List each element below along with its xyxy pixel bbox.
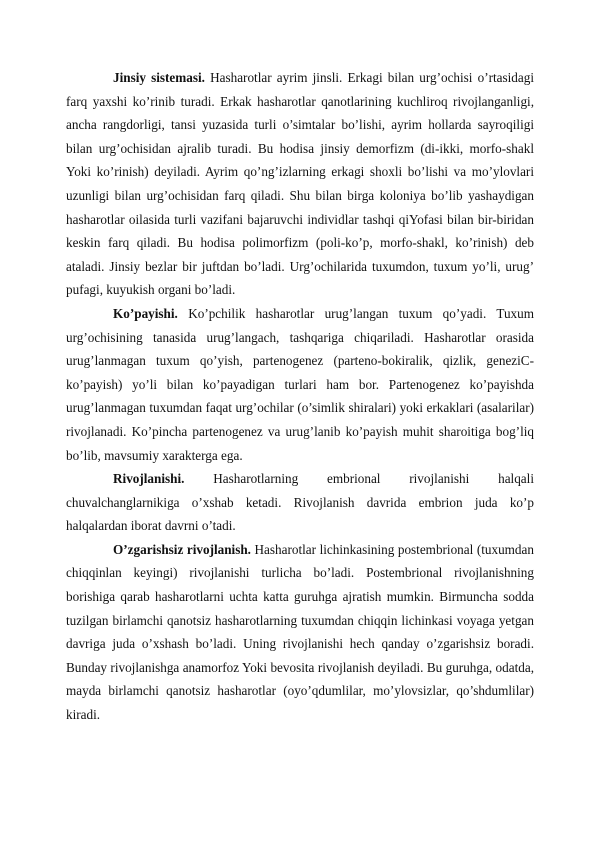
paragraph-text: Hasharotlarning embrional rivojlanishi halqali chuvalchanglarnikiga o’xshab ketadi. Rivojlanish davrida embrion juda ko’p halqalardan iborat davrni o’tadi. — [66, 471, 534, 534]
paragraph-text: Hasharotlar ayrim jinsli. Erkagi bilan urg’ochisi o’rtasidagi farq yaxshi ko’rinib turadi. Erkak hasharotlar qanotlarining kuchliroq rivojlanganligi, ancha rangdorligi, tansi yuzasida turli o’simtalar bo’lishi, ayrim hollarda sayroqiligi bilan urg’ochisidan ajralib turadi. Bu hodisa jinsiy demorfizm (di-ikki, morfo-shakl Yoki ko’rinish) deyiladi. Ayrim qo’ng’izlarning erkagi shoxli bo’lishi va mo’ylovlari uzunligi bilan urg’ochisidan farq qiladi. Shu bilan birga koloniya bo’lib yashaydigan hasharotlar oilasida turli vazifani bajaruvchi individlar tashqi qiYofasi bilan bir-biridan keskin farq qiladi. Bu hodisa polimorfizm (poli-ko’p, morfo-shakl, ko’rinish) deb ataladi. Jinsiy bezlar bir juftdan bo’ladi. Urg’ochilarida tuxumdon, tuxum yo’li, urug’ pufagi, kuyukish organi bo’ladi. — [66, 70, 534, 298]
paragraph-heading: Rivojlanishi. — [113, 471, 185, 487]
paragraph-heading: Jinsiy sistemasi. — [113, 70, 205, 85]
paragraph-heading: O’zgarishsiz rivojlanish. — [113, 541, 251, 557]
paragraph-ozgarishsiz-rivojlanish — [66, 538, 534, 727]
paragraph-rivojlanishi — [66, 467, 534, 538]
paragraph-kopayishi — [66, 302, 534, 467]
paragraph-heading: Ko’payishi. — [113, 305, 178, 321]
paragraph-text: Hasharotlar lichinkasining postembrional (tuxumdan chiqqinlan keyingi) rivojlanishi turlicha bo’ladi. Postembrional rivojlanishning borishiga qarab hasharotlarni uchta katta guruhga ajratish mumkin. Birmuncha sodda tuzilgan birlamchi qanotsiz hasharotlarning tuxumdan chiqqin lichinkasi voyaga yetgan davriga juda o’xshash bo’ladi. Uning rivojlanishi hech qanday o’zgarishsiz boradi. Bunday rivojlanishga anamorfoz Yoki bevosita rivojlanish deyiladi. Bu guruhga, odatda, mayda birlamchi qanotsiz hasharotlar (oyo’qdumlilar, mo’ylovsizlar, qo’shdumlilar) kiradi. — [66, 541, 534, 723]
paragraph-jinsiy-sistemasi — [66, 66, 534, 302]
paragraph-text: Ko’pchilik hasharotlar urug’langan tuxum qo’yadi. Tuxum urg’ochisining tanasida urug’langach, tashqariga chiqariladi. Hasharotlar orasida urug’lanmagan tuxum qo’yish, partenogenez (parteno-bokiralik, qizlik, geneziC-ko’payish) yo’li bilan ko’payadigan turlari ham bor. Partenogenez ko’payishda urug’lanmagan tuxumdan faqat urg’ochilar (o’simlik shiralari) yoki erkaklari (asalarilar) rivojlanadi. Ko’pincha partenogenez va urug’lanib ko’payish muhit sharoitiga bog’liq bo’lib, mavsumiy xarakterga ega. — [66, 305, 534, 463]
